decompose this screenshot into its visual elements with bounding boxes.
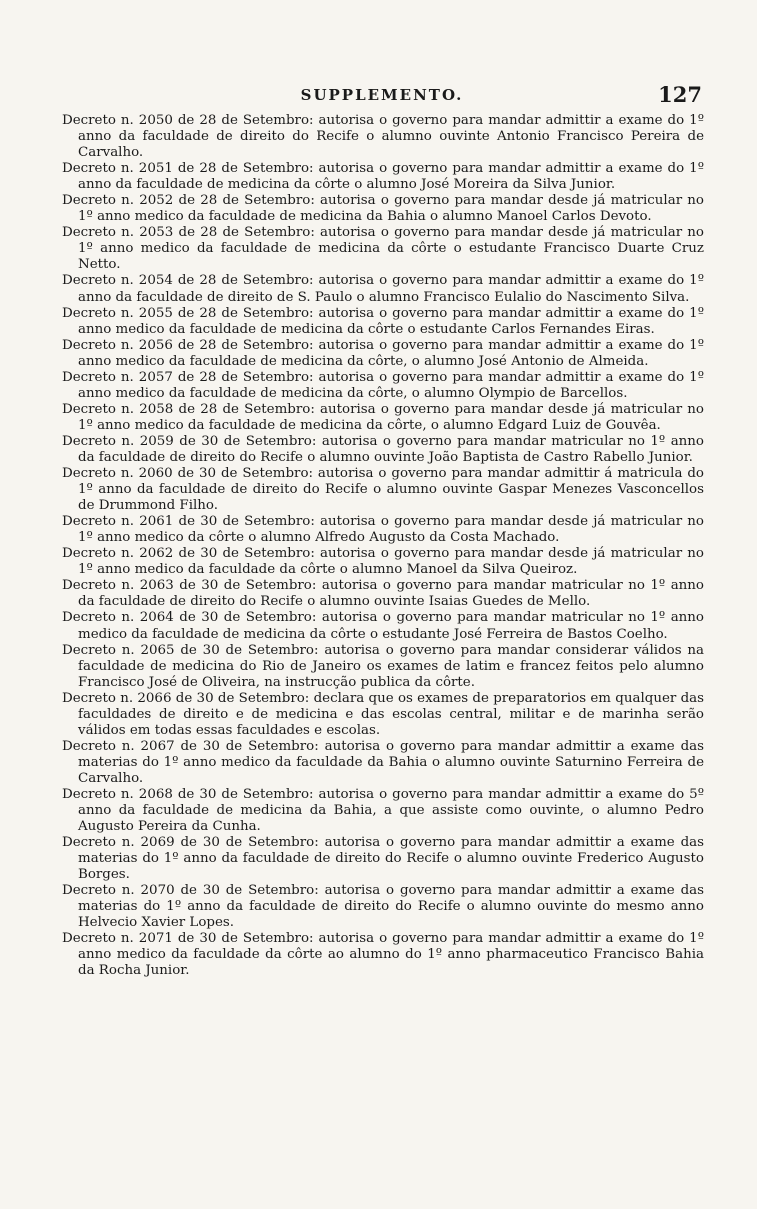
decree-entry-2062: Decreto n. 2062 de 30 de Setembro: autorisa o governo para mandar desde já matricular no 1º anno medico da faculdade da côrte o alumno Manoel da Silva Queiroz. [62, 546, 704, 578]
decree-entry-2067: Decreto n. 2067 de 30 de Setembro: autorisa o governo para mandar admittir a exame das materias do 1º anno medico da faculdade da Bahia o alumno ouvinte Saturnino Ferreira de Carvalho. [62, 738, 704, 786]
decree-entry-2051: Decreto n. 2051 de 28 de Setembro: autorisa o governo para mandar admittir a exame do 1º anno da faculdade de medicina da côrte o alumno José Moreira da Silva Junior. [62, 161, 704, 193]
decree-entry-2068: Decreto n. 2068 de 30 de Setembro: autorisa o governo para mandar admittir a exame do 5º anno da faculdade de medicina da Bahia, a que assiste como ouvinte, o alumno Pedro Augusto Pereira da Cunha. [62, 786, 704, 835]
decree-entry-2069: Decreto n. 2069 de 30 de Setembro: autorisa o governo para mandar admittir a exame das materias do 1º anno da faculdade de direito do Recife o alumno ouvinte Frederico Augusto Borges. [62, 835, 704, 883]
decree-entry-2050: Decreto n. 2050 de 28 de Setembro: autorisa o governo para mandar admittir a exame do 1º anno da faculdade de direito do Recife o alumno ouvinte Antonio Francisco Pereira de Carvalho. [62, 113, 704, 161]
decree-entry-2056: Decreto n. 2056 de 28 de Setembro: autorisa o governo para mandar admittir a exame do 1º anno medico da faculdade de medicina da côrte, o alumno José Antonio de Almeida. [62, 337, 704, 369]
decree-entry-2060: Decreto n. 2060 de 30 de Setembro: autorisa o governo para mandar admittir á matricula do 1º anno da faculdade de direito do Recife o alumno ouvinte Gaspar Menezes Vasconcellos de Drummond Filho. [62, 466, 704, 514]
page-header [62, 84, 702, 114]
decree-entry-2058: Decreto n. 2058 de 28 de Setembro: autorisa o governo para mandar desde já matricular no 1º anno medico da faculdade de medicina da côrte, o alumno Edgard Luiz de Gouvêa. [62, 401, 704, 433]
page-number: 127 [658, 82, 702, 107]
decree-entry-2057: Decreto n. 2057 de 28 de Setembro: autorisa o governo para mandar admittir a exame do 1º anno medico da faculdade de medicina da côrte, o alumno Olympio de Barcellos. [62, 369, 704, 401]
decree-entry-2071: Decreto n. 2071 de 30 de Setembro: autorisa o governo para mandar admittir a exame do 1º anno medico da faculdade da côrte ao alumno do 1º anno pharmaceutico Francisco Bahia da Rocha Junior. [62, 931, 704, 979]
decree-entry-2061: Decreto n. 2061 de 30 de Setembro: autorisa o governo para mandar desde já matricular no 1º anno medico da côrte o alumno Alfredo Augusto da Costa Machado. [62, 514, 704, 546]
decree-entry-2070: Decreto n. 2070 de 30 de Setembro: autorisa o governo para mandar admittir a exame das materias do 1º anno da faculdade de direito do Recife o alumno ouvinte do mesmo anno Helvecio Xavier Lopes. [62, 883, 704, 931]
decree-entry-2055: Decreto n. 2055 de 28 de Setembro: autorisa o governo para mandar admittir a exame do 1º anno medico da faculdade de medicina da côrte o estudante Carlos Fernandes Eiras. [62, 305, 704, 337]
decree-entry-2065: Decreto n. 2065 de 30 de Setembro: autorisa o governo para mandar considerar válidos na faculdade de medicina do Rio de Janeiro os exames de latim e francez feitos pelo alumno Francisco José de Oliveira, na instrucção publica da côrte. [62, 642, 704, 690]
decree-entry-2052: Decreto n. 2052 de 28 de Setembro: autorisa o governo para mandar desde já matricular no 1º anno medico da faculdade de medicina da Bahia o alumno Manoel Carlos Devoto. [62, 193, 704, 225]
decree-entry-2059: Decreto n. 2059 de 30 de Setembro: autorisa o governo para mandar matricular no 1º anno da faculdade de direito do Recife o alumno ouvinte João Baptista de Castro Rabello Junior. [62, 433, 704, 465]
page-title: SUPPLEMENTO. [300, 86, 464, 104]
decree-entry-2066: Decreto n. 2066 de 30 de Setembro: declara que os exames de preparatorios em qualquer das faculdades de direito e de medicina e das escolas central, militar e de marinha serão válidos em todas essas faculdades e escolas. [62, 690, 704, 738]
decree-entry-2053: Decreto n. 2053 de 28 de Setembro: autorisa o governo para mandar desde já matricular no 1º anno medico da faculdade de medicina da côrte o estudante Francisco Duarte Cruz Netto. [62, 225, 704, 273]
decree-entry-2063: Decreto n. 2063 de 30 de Setembro: autorisa o governo para mandar matricular no 1º anno da faculdade de direito do Recife o alumno ouvinte Isaias Guedes de Mello. [62, 578, 704, 610]
decree-entry-2064: Decreto n. 2064 de 30 de Setembro: autorisa o governo para mandar matricular no 1º anno medico da faculdade de medicina da côrte o estudante José Ferreira de Bastos Coelho. [62, 610, 704, 642]
decree-list [62, 113, 704, 980]
decree-entry-2054: Decreto n. 2054 de 28 de Setembro: autorisa o governo para mandar admittir a exame do 1º anno da faculdade de direito de S. Paulo o alumno Francisco Eulalio do Nascimento Silva. [62, 273, 704, 305]
